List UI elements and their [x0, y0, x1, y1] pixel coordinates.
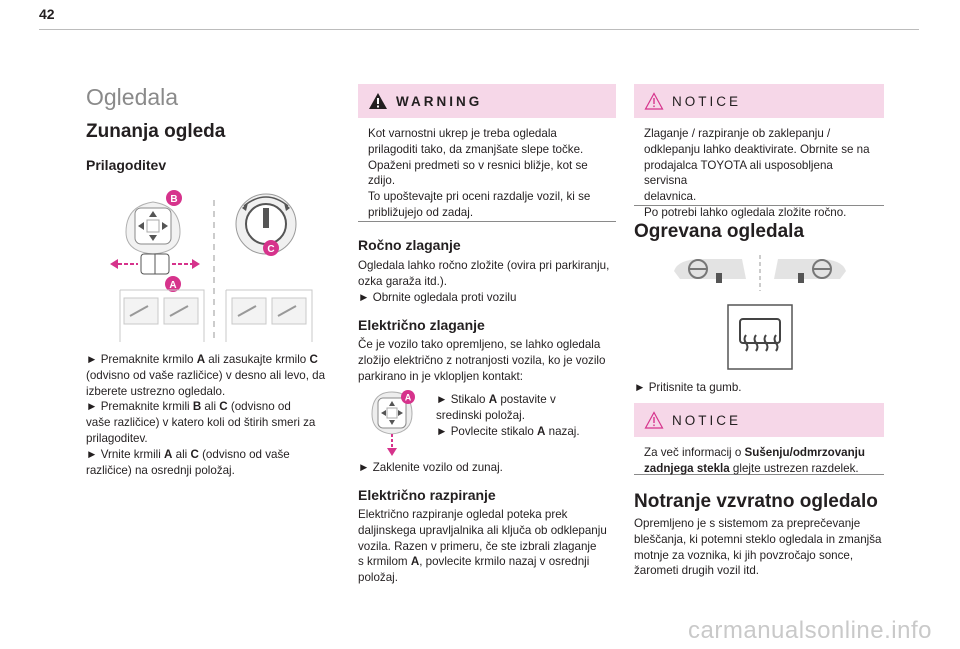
dashboard-right-icon	[774, 259, 846, 283]
notice-triangle-icon	[644, 92, 664, 110]
interior-mirror-heading: Notranje vzvratno ogledalo	[634, 491, 878, 512]
callout-a-label: A	[404, 392, 412, 403]
lock-vehicle-step: ► Zaklenite vozilo od zunaj.	[358, 461, 503, 474]
mirror-select-switch-icon	[110, 254, 200, 274]
manual-folding-heading: Ročno zlaganje	[358, 237, 461, 253]
electric-folding-text	[358, 337, 620, 384]
step-line: ► Povlecite stikalo A nazaj.	[436, 424, 580, 438]
text-line: motnje za voznika, ki jih povzročajo sonce,	[634, 548, 854, 562]
text-line: Opremljeno je s sistemom za preprečevanje	[634, 517, 861, 530]
electric-folding-heading: Električno zlaganje	[358, 317, 485, 333]
text-line: žarometi drugih vozil itd.	[634, 564, 760, 578]
electric-unfolding-text	[358, 507, 620, 586]
notice-line: delavnica.	[644, 190, 697, 204]
fold-switch-illustration	[366, 388, 418, 458]
notice-box-folding	[634, 84, 884, 219]
notice-title: NOTICE	[672, 93, 742, 109]
page-title: Ogledala	[86, 84, 179, 110]
warning-line: zdijo.	[368, 174, 396, 188]
notice-line: odklepanju lahko deaktivirate. Obrnite se na	[644, 142, 870, 156]
warning-triangle-icon	[368, 92, 388, 110]
door-panel-left-icon	[120, 290, 204, 342]
adjustment-instructions	[86, 352, 338, 478]
notice-title: NOTICE	[672, 412, 742, 428]
warning-line: Kot varnostni ukrep je treba ogledala	[368, 127, 557, 140]
notice-line: Za več informacij o Sušenju/odmrzovanju	[644, 446, 865, 459]
dashboard-left-icon	[674, 259, 746, 283]
text-line: bleščanja, ki potemni steklo ogledala in zmanjša	[634, 532, 882, 546]
interior-mirror-text	[634, 516, 896, 579]
text-line: ozka garaža itd.).	[358, 274, 447, 288]
text-line: s krmilom A, povlecite krmilo nazaj v osrednji	[358, 555, 590, 569]
callout-b-label: B	[170, 194, 178, 205]
text-line: daljinskega upravljalnika ali ključa ob odklepanju	[358, 523, 607, 537]
heated-mirrors-illustration	[672, 253, 848, 373]
notice-line: prodajalca TOYOTA ali usposobljena servisna	[644, 158, 833, 188]
notice-triangle-icon	[644, 411, 664, 429]
instruction-line: ► Vrnite krmili A ali C (odvisno od vaše	[86, 447, 290, 461]
page-number: 42	[39, 6, 55, 22]
section-title-exterior-mirrors: Zunanja ogleda	[86, 121, 226, 142]
notice-header	[634, 403, 884, 437]
instruction-line: ► Premaknite krmili B ali C (odvisno od	[86, 400, 291, 414]
notice-line: Po potrebi lahko ogledala zložite ročno.	[644, 205, 847, 219]
heated-mirrors-heading: Ogrevana ogledala	[634, 221, 805, 242]
door-panel-right-icon	[226, 290, 312, 342]
warning-line: Opaženi predmeti so v resnici bližje, kot se	[368, 158, 588, 172]
manual-folding-text	[358, 258, 620, 305]
instruction-line: vaše različice) v katero koli od štirih smeri za	[86, 416, 316, 430]
text-line: ► Obrnite ogledala proti vozilu	[358, 290, 517, 304]
text-line: vozila. Razen v primeru, če ste izbrali zlaganje	[358, 539, 597, 553]
warning-line: približujejo od zadaj.	[368, 205, 474, 219]
instruction-line: (odvisno od vaše različice) v desno ali levo, da	[86, 368, 326, 382]
subsection-adjustment: Prilagoditev	[86, 157, 167, 173]
instruction-line: prilagoditev.	[86, 431, 148, 445]
warning-line: To upoštevajte pri oceni razdalje vozil, ki se	[368, 190, 591, 204]
text-line: položaj.	[358, 571, 398, 585]
warning-header	[358, 84, 616, 118]
callout-c-label: C	[267, 244, 275, 255]
callout-a-label: A	[169, 280, 177, 291]
warning-box	[358, 84, 616, 222]
instruction-line: ► Premaknite krmilo A ali zasukajte krmilo C	[86, 353, 318, 366]
instruction-line: izberete ustrezno ogledalo.	[86, 384, 226, 398]
notice-line: Zlaganje / razpiranje ob zaklepanju /	[644, 127, 831, 140]
text-line: Ogledala lahko ročno zložite (ovira pri parkiranju,	[358, 259, 610, 272]
step-line: ► Stikalo A postavite v	[436, 393, 556, 406]
text-line: zložijo električno z notranjosti vozila, ko je vozilo	[358, 353, 606, 367]
rear-defrost-button-icon	[728, 305, 792, 369]
fold-steps	[436, 392, 616, 439]
notice-header	[634, 84, 884, 118]
warning-line: prilagoditi tako, da zmanjšate slepe točke.	[368, 142, 584, 156]
warning-title: WARNING	[396, 93, 483, 109]
notice-box-defrost	[634, 403, 884, 475]
top-divider	[39, 29, 919, 30]
text-line: Električno razpiranje ogledal poteka prek	[358, 508, 568, 521]
watermark: carmanualsonline.info	[688, 617, 932, 644]
press-button-step: ► Pritisnite ta gumb.	[634, 381, 742, 394]
instruction-line: različice) na osrednji položaj.	[86, 463, 235, 477]
electric-unfolding-heading: Električno razpiranje	[358, 487, 496, 503]
text-line: parkirano in je vklopljen kontakt:	[358, 369, 523, 383]
joystick-pad-icon	[126, 202, 180, 254]
step-line: sredinski položaj.	[436, 408, 525, 422]
mirror-adjustment-illustration	[108, 186, 320, 346]
notice-line: zadnjega stekla glejte ustrezen razdelek.	[644, 461, 859, 475]
text-line: Če je vozilo tako opremljeno, se lahko ogledala	[358, 338, 601, 351]
